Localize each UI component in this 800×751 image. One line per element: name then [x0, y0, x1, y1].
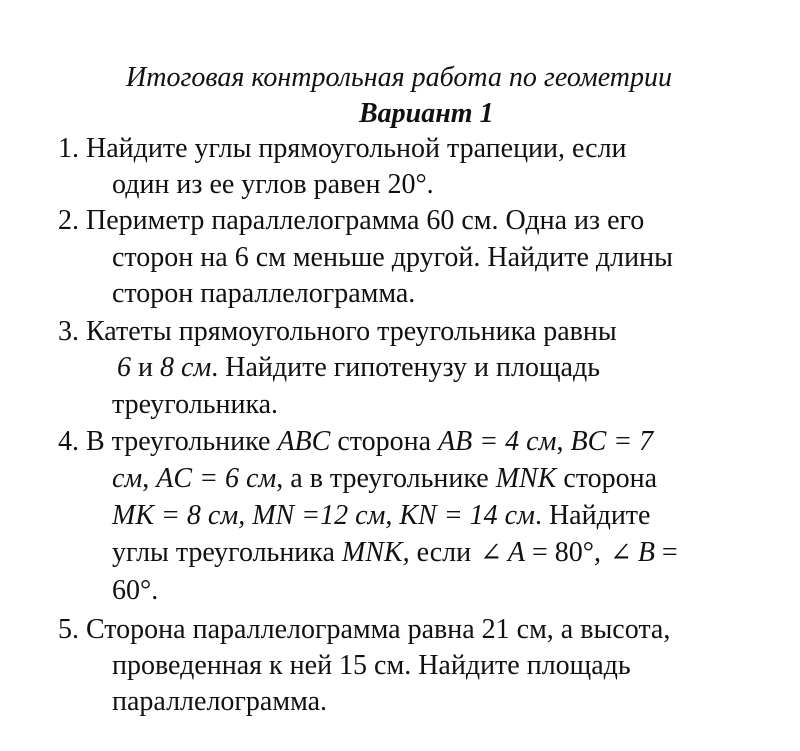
worksheet-title: Итоговая контрольная работа по геометрии	[126, 62, 672, 93]
task-3-line-2	[117, 350, 600, 386]
task-4-line-1	[58, 424, 653, 460]
side-bc-unit: см	[112, 463, 143, 494]
leg-b-value: 8 см	[159, 352, 212, 383]
angle-a-value: = 80°,	[525, 537, 609, 568]
angle-b-label: B	[637, 537, 655, 568]
task-4-line-5: 60°.	[112, 575, 159, 606]
task-5-line-3: параллелограмма.	[112, 686, 328, 717]
comma: ,	[142, 463, 157, 494]
task-4-intro: 4. В треугольнике	[58, 426, 278, 457]
comma: ,	[556, 426, 571, 457]
task-4-question: . Найдите	[534, 500, 651, 531]
side-ac-value: AC = 6 см	[156, 463, 277, 494]
angles-text: углы треугольника	[112, 537, 342, 568]
side-bc-value: BC = 7	[570, 426, 654, 457]
triangle-mnk-label: MNK,	[341, 537, 410, 568]
side-word: сторона	[330, 426, 439, 457]
triangle-abc-label: ABC	[277, 426, 331, 457]
connector-text: , а в треугольнике	[276, 463, 496, 494]
task-2-line-1: 2. Периметр параллелограмма 60 см. Одна из его	[58, 205, 645, 236]
side-ab-value: AB = 4 см	[438, 426, 557, 457]
variant-heading: Вариант 1	[359, 98, 494, 129]
task-2-line-3: сторон параллелограмма.	[112, 278, 416, 309]
triangle-mnk-label: MNK	[495, 463, 557, 494]
task-3-line-3: треугольника.	[112, 389, 279, 420]
task-4-line-3	[112, 498, 650, 534]
equals-sign: =	[654, 537, 678, 568]
angle-icon: ∠	[480, 538, 502, 567]
task-1-line-1: 1. Найдите углы прямоугольной трапеции, если	[58, 133, 627, 164]
task-3-question: . Найдите гипотенузу и площадь	[211, 352, 600, 383]
task-4-line-2	[112, 461, 657, 497]
conjunction-text: и	[131, 352, 160, 383]
task-2-line-2: сторон на 6 см меньше другой. Найдите длины	[112, 242, 673, 273]
side-word: сторона	[556, 463, 658, 494]
leg-a-value: 6	[117, 352, 131, 383]
task-3-line-1: 3. Катеты прямоугольного треугольника равны	[58, 316, 617, 347]
task-1-line-2: один из ее углов равен 20°.	[112, 169, 434, 200]
angle-icon: ∠	[610, 538, 632, 567]
task-4-line-4	[112, 535, 678, 571]
task-5-line-1: 5. Сторона параллелограмма равна 21 см, а высота,	[58, 614, 671, 645]
angle-a-label: A	[507, 537, 526, 568]
task-5-line-2: проведенная к ней 15 см. Найдите площадь	[112, 650, 631, 681]
mnk-sides-values: MK = 8 см, MN =12 см, KN = 14 см	[112, 500, 535, 531]
if-word: если	[409, 537, 479, 568]
